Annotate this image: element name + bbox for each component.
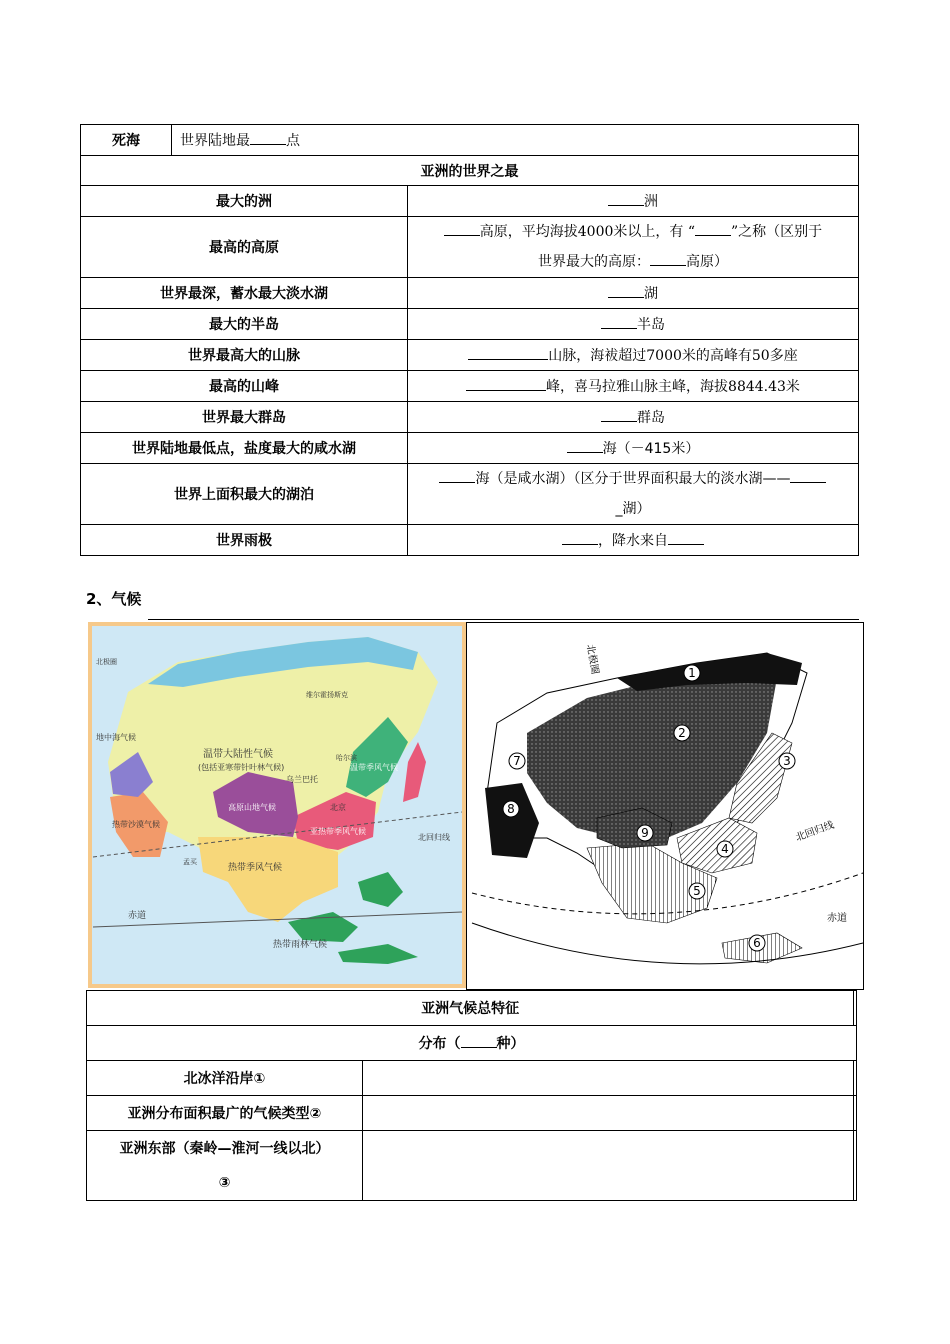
label-arctic: 北极圈 [584, 643, 601, 676]
label-mumbai: 孟买 [183, 858, 197, 866]
row-label: 世界最深，蓄水最大淡水湖 [81, 278, 408, 309]
blank-line[interactable] [439, 481, 475, 483]
label-ulaanbaatar: 乌兰巴托 [286, 775, 318, 784]
world-records-table [80, 124, 859, 556]
row-answer: 山脉，海袚超过7000米的高峰有50多座 [407, 340, 858, 371]
asia-climate-color-map [88, 622, 466, 988]
climate-row-cell[interactable] [854, 1131, 857, 1201]
label-subtrop: 亚热带季风气候 [310, 827, 366, 836]
blank-line[interactable] [444, 234, 480, 236]
label-arctic-circle: 北极圈 [96, 658, 117, 666]
label-continental: 温带大陆性气候 [203, 749, 273, 760]
label-verkhoyansk: 维尔霍扬斯克 [306, 691, 348, 699]
section-title: 2、气候 [86, 590, 142, 608]
label-trop-monsoon: 热带季风气候 [228, 863, 283, 873]
row-label: 世界雨极 [81, 525, 408, 556]
climate-row-cell[interactable] [363, 1096, 854, 1131]
climate-row-cell[interactable] [363, 1061, 854, 1096]
label-rainforest: 热带雨林气候 [273, 940, 328, 950]
region-number-7: 7 [513, 754, 521, 768]
region-number-4: 4 [721, 842, 729, 856]
dead-sea-cell: 世界陆地最 点 [172, 125, 859, 156]
blank-line[interactable] [608, 204, 644, 206]
row-label: 最高的高原 [81, 217, 408, 278]
divider [148, 619, 859, 620]
row-answer: ，降水来自 [407, 525, 858, 556]
row-answer: 峰，喜马拉雅山脉主峰，海拔8844.43米 [407, 371, 858, 402]
row-label: 世界最大群岛 [81, 402, 408, 433]
blank-line[interactable] [250, 143, 286, 145]
climate-row-cell[interactable] [854, 1096, 857, 1131]
climate-row-label: 亚洲东部（秦岭—淮河一线以北） ③ [87, 1131, 363, 1201]
blank-line[interactable] [695, 234, 731, 236]
dead-sea-label: 死海 [81, 125, 172, 156]
row-label: 世界最高大的山脉 [81, 340, 408, 371]
blank-line[interactable] [562, 543, 598, 545]
climate-row-cell[interactable] [854, 1061, 857, 1096]
blank-line[interactable] [468, 358, 548, 360]
climate-title-cell: 亚洲气候总特征 [87, 991, 854, 1026]
blank-line[interactable] [601, 420, 637, 422]
region-number-2: 2 [678, 726, 686, 740]
row-label: 世界上面积最大的湖泊 [81, 464, 408, 525]
region-number-6: 6 [753, 936, 761, 950]
label-harbin: 哈尔滨 [336, 754, 357, 762]
climate-table [86, 990, 857, 1201]
label-plateau: 高原山地气候 [228, 803, 276, 812]
label-tropic: 北回归线 [794, 819, 836, 844]
blank-line[interactable] [461, 1046, 497, 1048]
row-answer: 高原，平均海拔4000米以上，有 “ ”之称（区别于 世界最大的高原： 高原） [407, 217, 858, 278]
row-label: 最高的山峰 [81, 371, 408, 402]
blank-line[interactable] [668, 543, 704, 545]
row-answer: 湖 [407, 278, 858, 309]
blank-line[interactable] [790, 481, 826, 483]
label-mediterranean: 地中海气候 [96, 733, 136, 742]
label-desert: 热带沙漠气候 [112, 820, 160, 829]
row-label: 世界陆地最低点，盐度最大的咸水湖 [81, 433, 408, 464]
row-label: 最大的半岛 [81, 309, 408, 340]
label-beijing: 北京 [330, 803, 346, 812]
label-tropic: 北回归线 [418, 833, 450, 842]
row-answer: 半岛 [407, 309, 858, 340]
blank-line[interactable] [466, 389, 546, 391]
region-number-5: 5 [693, 884, 701, 898]
table-header: 亚洲的世界之最 [81, 156, 859, 186]
region-number-3: 3 [783, 754, 791, 768]
label-equator: 赤道 [827, 913, 847, 924]
row-answer: 海（是咸水湖）（区分于世界面积最大的淡水湖—— _湖） [407, 464, 858, 525]
row-answer: 洲 [407, 186, 858, 217]
region-number-9: 9 [641, 826, 649, 840]
region-number-1: 1 [688, 666, 696, 680]
climate-row-label: 北冰洋沿岸① [87, 1061, 363, 1096]
asia-climate-bw-map [466, 622, 864, 990]
label-equator: 赤道 [128, 911, 147, 921]
row-label: 最大的洲 [81, 186, 408, 217]
blank-line[interactable] [601, 327, 637, 329]
blank-line[interactable] [608, 296, 644, 298]
label-continental-sub: (包括亚寒带针叶林气候) [198, 763, 285, 772]
climate-row-label: 亚洲分布面积最广的气候类型② [87, 1096, 363, 1131]
climate-row-cell[interactable] [363, 1131, 854, 1201]
region-number-8: 8 [507, 802, 515, 816]
blank-line[interactable] [567, 451, 603, 453]
climate-answer-cell[interactable] [854, 991, 857, 1026]
blank-line[interactable] [650, 264, 686, 266]
row-answer: 群岛 [407, 402, 858, 433]
label-temp-monsoon: 温带季风气候 [350, 763, 398, 772]
distribution-header: 分布（ 种） [87, 1026, 857, 1061]
row-answer: 海（－415米） [407, 433, 858, 464]
